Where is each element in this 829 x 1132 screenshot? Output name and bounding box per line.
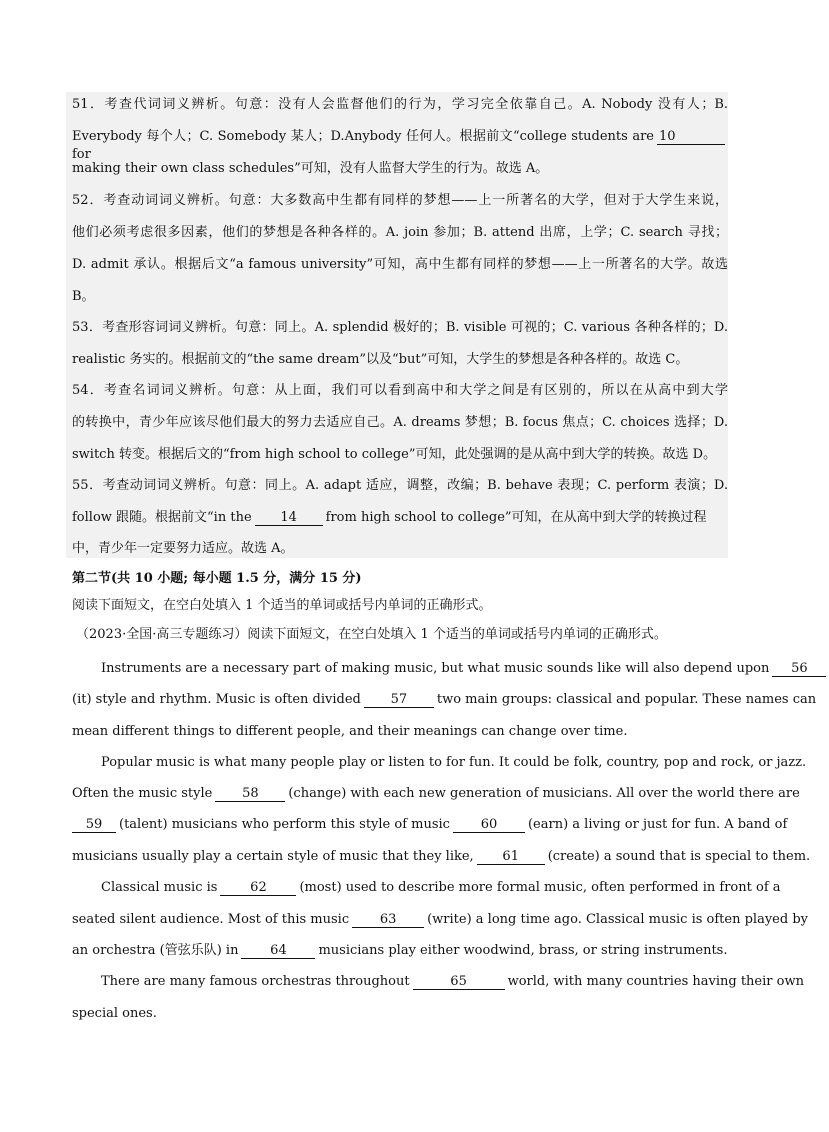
p2-text-f: (create) a sound that is special to them. bbox=[547, 849, 811, 864]
p3-text-b: (most) used to describe more formal music, often performed in front of a bbox=[299, 880, 781, 895]
q55-line-2 bbox=[72, 509, 707, 527]
p2-line-1: Popular music is what many people play or listen to for fun. It could be folk, country, pop and rock, or jazz. bbox=[101, 755, 807, 770]
q52-line-1: 52．考查动词词义辨析。句意：大多数高中生都有同样的梦想——上一所著名的大学，但对于大学生来说， bbox=[72, 193, 728, 208]
p2-line-4 bbox=[72, 848, 810, 866]
p3-text-c: seated silent audience. Most of this music bbox=[72, 912, 350, 927]
blank-62: 62 bbox=[220, 881, 296, 896]
p2-line-2 bbox=[72, 785, 800, 803]
q51-text-b: for bbox=[72, 147, 91, 162]
q51-line-3: making their own class schedules”可知，没有人监督大学生的行为。故选 A。 bbox=[72, 161, 549, 176]
q55-line-3: 中，青少年一定要努力适应。故选 A。 bbox=[72, 541, 294, 556]
p4-text-a: There are many famous orchestras throughout bbox=[101, 974, 410, 989]
p3-text-d: (write) a long time ago. Classical music is often played by bbox=[427, 912, 808, 927]
q55-line-1: 55．考查动词词义辨析。句意：同上。A. adapt 适应，调整，改编；B. behave 表现；C. perform 表演；D. bbox=[72, 478, 728, 493]
p2-line-3 bbox=[72, 816, 787, 834]
p1-line-3: mean different things to different people, and their meanings can change over time. bbox=[72, 724, 628, 739]
p3-text-f: musicians play either woodwind, brass, or string instruments. bbox=[318, 943, 728, 958]
q55-text-a: follow 跟随。根据前文“in the bbox=[72, 510, 252, 525]
q54-line-3: switch 转变。根据后文的“from high school to college”可知，此处强调的是从高中到大学的转换。故选 D。 bbox=[72, 447, 717, 462]
p1-text-c: two main groups: classical and popular. These names can bbox=[436, 692, 817, 707]
p3-text-a: Classical music is bbox=[101, 880, 218, 895]
p2-text-b: (change) with each new generation of musicians. All over the world there are bbox=[288, 786, 800, 801]
blank-64: 64 bbox=[241, 944, 315, 959]
p1-text-b: (it) style and rhythm. Music is often divided bbox=[72, 692, 361, 707]
p2-text-e: musicians usually play a certain style of music that they like, bbox=[72, 849, 474, 864]
p1-text-a: Instruments are a necessary part of making music, but what music sounds like will also depend upon bbox=[101, 661, 770, 676]
q53-line-1: 53．考查形容词词义辨析。句意：同上。A. splendid 极好的；B. visible 可视的；C. various 各种各样的；D. bbox=[72, 320, 728, 335]
blank-59: 59 bbox=[72, 818, 116, 833]
blank-65: 65 bbox=[413, 975, 505, 990]
blank-61: 61 bbox=[477, 850, 545, 865]
blank-63: 63 bbox=[352, 913, 424, 928]
p2-text-c: (talent) musicians who perform this style of music bbox=[119, 817, 450, 832]
blank-57: 57 bbox=[364, 693, 434, 708]
p3-text-e: an orchestra (管弦乐队) in bbox=[72, 943, 239, 958]
p4-text-b: world, with many countries having their own bbox=[507, 974, 804, 989]
q51-text-a: Everybody 每个人；C. Somebody 某人；D.Anybody 任何人。根据前文“college students are bbox=[72, 129, 654, 144]
p3-line-2 bbox=[72, 911, 808, 929]
p4-line-1 bbox=[101, 973, 804, 991]
q55-text-b: from high school to college”可知，在从高中到大学的转换过程 bbox=[325, 510, 707, 525]
section-instruction: 阅读下面短文，在空白处填入 1 个适当的单词或括号内单词的正确形式。 bbox=[72, 598, 492, 613]
p1-line-1 bbox=[101, 660, 829, 678]
p2-text-d: (earn) a living or just for fun. A band of bbox=[527, 817, 788, 832]
p4-line-2: special ones. bbox=[72, 1006, 157, 1021]
blank-14: 14 bbox=[255, 511, 323, 526]
q51-line-1: 51．考查代词词义辨析。句意：没有人会监督他们的行为，学习完全依靠自己。A. Nobody 没有人；B. bbox=[72, 97, 728, 112]
q54-line-2: 的转换中，青少年应该尽他们最大的努力去适应自己。A. dreams 梦想；B. focus 焦点；C. choices 选择；D. bbox=[72, 415, 728, 430]
section-heading: 第二节(共 10 小题; 每小题 1.5 分，满分 15 分) bbox=[72, 571, 362, 586]
q52-line-2: 他们必须考虑很多因素，他们的梦想是各种各样的。A. join 参加；B. attend 出席，上学；C. search 寻找； bbox=[72, 225, 728, 240]
q54-line-1: 54．考查名词词义辨析。句意：从上面，我们可以看到高中和大学之间是有区别的，所以在从高中到大学 bbox=[72, 383, 728, 398]
p3-line-3 bbox=[72, 942, 727, 960]
blank-58: 58 bbox=[215, 787, 285, 802]
p3-line-1 bbox=[101, 879, 781, 897]
blank-60: 60 bbox=[453, 818, 525, 833]
p1-line-2 bbox=[72, 691, 816, 709]
q53-line-2: realistic 务实的。根据前文的“the same dream”以及“but”可知，大学生的梦想是各种各样的。故选 C。 bbox=[72, 352, 689, 367]
q51-line-2 bbox=[72, 128, 728, 164]
q52-line-3: D. admit 承认。根据后文“a famous university”可知，高中生都有同样的梦想——上一所著名的大学。故选 bbox=[72, 257, 728, 272]
section-source: （2023·全国·高三专题练习）阅读下面短文，在空白处填入 1 个适当的单词或括号内单词的正确形式。 bbox=[76, 627, 667, 642]
p2-text-a: Often the music style bbox=[72, 786, 213, 801]
blank-56: 56 bbox=[772, 662, 826, 677]
q52-line-4: B。 bbox=[72, 289, 95, 304]
blank-10: 10 bbox=[657, 130, 725, 145]
